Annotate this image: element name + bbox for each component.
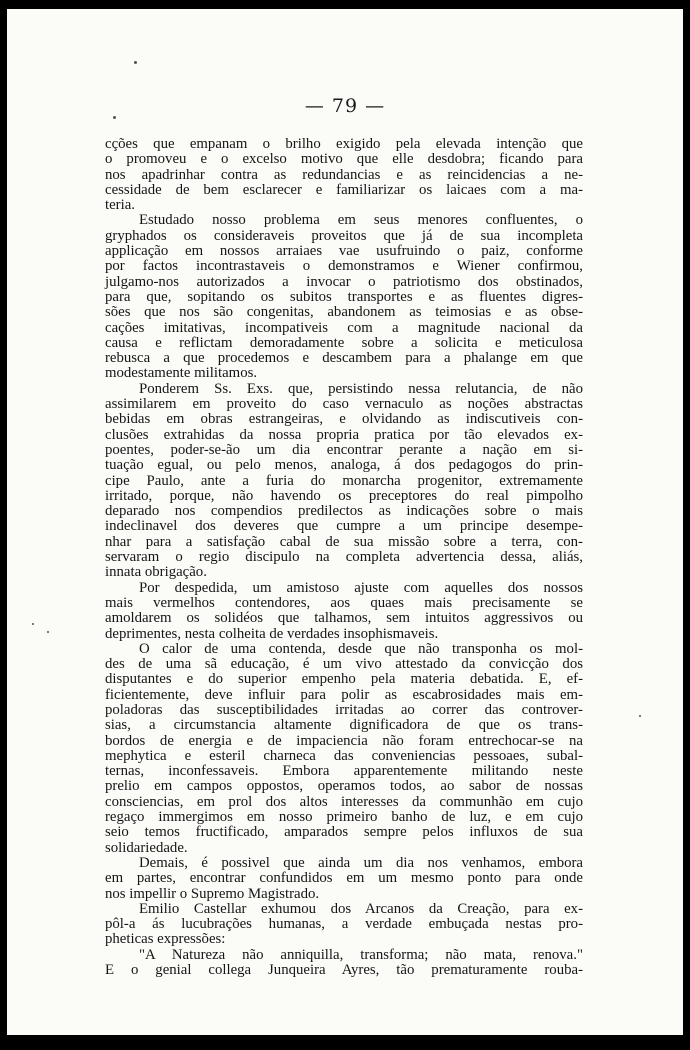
- text-line: julgamo-nos autorizados a invocar o patriotismo dos obstinados,: [105, 273, 583, 290]
- text-line: Por despedida, um amistoso ajuste com aquelles dos nossos: [139, 579, 583, 596]
- text-line: gryphados os consideraveis proveitos que já de sua incompleta: [105, 227, 583, 244]
- text-line: "A Natureza não anniquilla, transforma; não mata, renova.": [139, 946, 583, 963]
- text-line: teria.: [105, 197, 135, 214]
- text-line: seio temos fructificado, amparados sempre pelos influxos de sua: [105, 824, 583, 841]
- text-line: o promoveu e o excelso motivo que elle desdobra; ficando para: [105, 151, 583, 168]
- text-line: Emilio Castellar exhumou dos Arcanos da Creação, para ex-: [139, 900, 583, 917]
- text-line: E o genial collega Junqueira Ayres, tão prematuramente rouba-: [105, 962, 583, 979]
- text-line: cações imitativas, incompativeis com a magnitude nacional da: [105, 319, 583, 336]
- text-line: modestamente militamos.: [105, 365, 258, 382]
- text-line: por factos incontrastaveis o demonstramos e Wiener confirmou,: [105, 258, 583, 275]
- book-page: [7, 9, 683, 1035]
- text-line: innata obrigação.: [105, 564, 207, 581]
- text-line: pheticas expressões:: [105, 931, 226, 948]
- text-line: deprimentes, nesta colheita de verdades insophismaveis.: [105, 625, 439, 642]
- text-line: cções que empanam o brilho exigido pela elevada intenção que: [105, 136, 583, 152]
- text-line: prelio em campos oppostos, operamos todos, ao sabor de nossas: [105, 778, 583, 795]
- text-line: rebusca a que procedemos e descambem para a phalange em que: [105, 350, 583, 367]
- text-line: indeclinavel dos deveres que cumpre a um principe desempe-: [105, 518, 583, 535]
- text-line: bebidas em obras estrangeiras, e olvidando as indiscutiveis con-: [105, 411, 583, 428]
- text-line: disputantes e do superior empenho pela materia debatida. E, ef-: [105, 671, 583, 688]
- text-line: para que, sopitando os subitos transportes e as fluentes digres-: [105, 288, 583, 305]
- text-line: cipe Paulo, ante a furia do monarcha progenitor, extremamente: [105, 472, 583, 489]
- text-line: cessidade de bem esclarecer e familiarizar os laicaes com a ma-: [105, 181, 583, 198]
- text-line: poentes, poder-se-ão um dia encontrar perante a nação em si-: [105, 441, 583, 458]
- text-line: applicação em nossos arraiaes vae usufruindo o paiz, conforme: [105, 243, 583, 260]
- text-line: mephytica e esteril charneca das conveniencias pessoaes, subal-: [105, 747, 583, 764]
- text-line: ternas, inconfessaveis. Embora apparentemente militando neste: [105, 763, 583, 780]
- text-line: consciencias, em prol dos altos interesses da communhão em cujo: [105, 793, 583, 810]
- body-text: [105, 137, 583, 978]
- text-line: servaram o regio discipulo na completa advertencia dessa, aliás,: [105, 549, 583, 566]
- text-line: Estudado nosso problema em seus menores confluentes, o: [139, 212, 583, 229]
- text-line: Demais, é possivel que ainda um dia nos venhamos, embora: [139, 854, 583, 871]
- text-line: assimilarem em proveito do caso vernaculo as noções abstractas: [105, 396, 583, 413]
- text-line: nos apadrinhar contra as redundancias e as reincidencias a ne-: [105, 166, 583, 183]
- text-line: regaço immergimos em nosso primeiro banho de luz, e em cujo: [105, 809, 583, 826]
- text-line: deparado nos compendios predilectos as indicações sobre o mais: [105, 503, 583, 520]
- dust-speck: [32, 623, 34, 625]
- text-line: des de uma sã educação, é um vivo attestado da convicção dos: [105, 656, 583, 673]
- text-line: amoldarem os solidéos que talhamos, sem intuitos aggressivos ou: [105, 610, 583, 627]
- text-line: pôl-a ás lucubrações humanas, a verdade embuçada nestas pro-: [105, 916, 583, 933]
- text-line: bordos de energia e de impaciencia não foram entrechocar-se na: [105, 732, 583, 749]
- text-line: em partes, encontrar confundidos em um mesmo ponto para onde: [105, 870, 583, 887]
- page-number: — 79 —: [304, 95, 386, 117]
- text-line: causa e reflictam demoradamente sobre a solicita e meticulosa: [105, 334, 583, 351]
- text-line: solidariedade.: [105, 839, 188, 856]
- text-line: tuação egual, ou pelo menos, analoga, á dos pedagogos do prin-: [105, 457, 583, 474]
- text-line: nhar para a satisfação cabal de sua missão sobre a terra, con-: [105, 533, 583, 550]
- text-line: sias, a circumstancia altamente dignificadora de que os trans-: [105, 717, 583, 734]
- text-line: O calor de uma contenda, desde que não transponha os mol-: [139, 640, 583, 657]
- text-line: Ponderem Ss. Exs. que, persistindo nessa relutancia, de não: [139, 380, 583, 397]
- text-line: clusões extrahidas da nossa propria pratica por tão elevados ex-: [105, 426, 583, 443]
- text-line: ficientemente, deve influir para polir as escabrosidades mais em-: [105, 686, 583, 703]
- text-line: nos impellir o Supremo Magistrado.: [105, 885, 320, 902]
- dust-speck: [639, 715, 641, 717]
- text-line: poladoras das susceptibilidades irritadas ao correr das controver-: [105, 701, 583, 718]
- dust-speck: [113, 116, 116, 119]
- text-line: irritado, porque, não havendo os preceptores do real pimpolho: [105, 487, 583, 504]
- dust-speck: [47, 631, 49, 633]
- text-line: sões que nos são congenitas, abandonem as teimosias e as obse-: [105, 304, 583, 321]
- dust-speck: [134, 61, 137, 64]
- text-line: mais vermelhos contendores, aos quaes mais precisamente se: [105, 594, 583, 611]
